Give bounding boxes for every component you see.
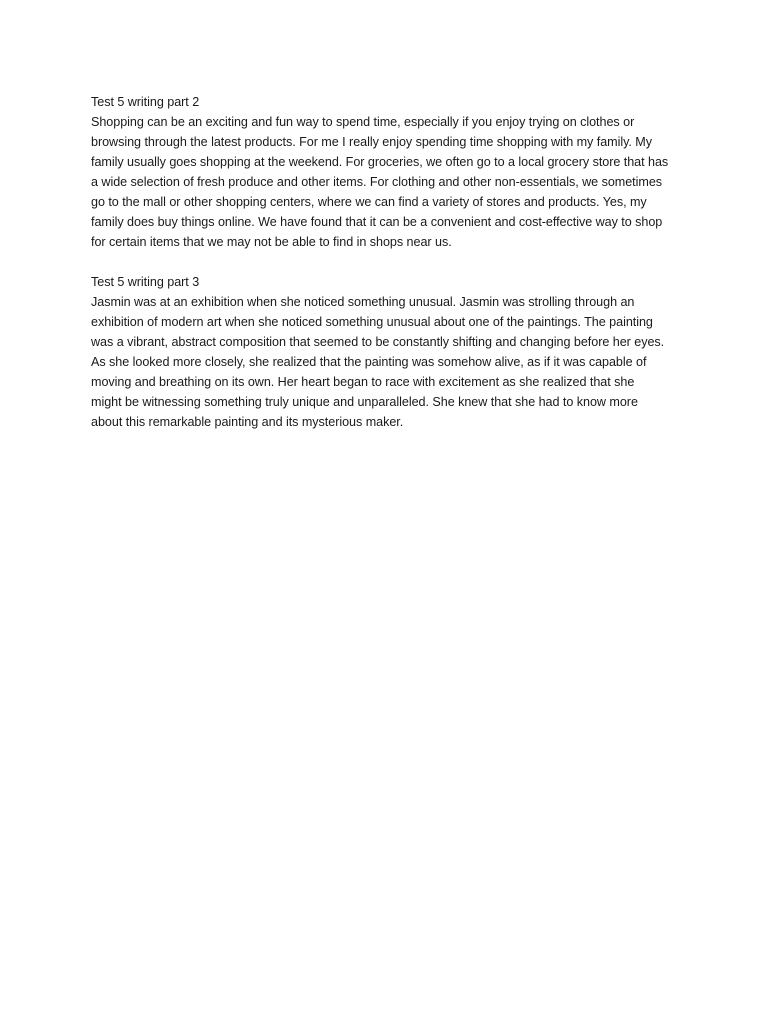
body-line: Shopping can be an exciting and fun way to spend time, especially if you enjoy trying on clothes or [91,115,635,129]
section-body [91,112,691,252]
body-line: family usually goes shopping at the weekend. For groceries, we often go to a local grocery store that has [91,155,669,169]
body-line: moving and breathing on its own. Her heart began to race with excitement as she realized that she [91,375,635,389]
section-title: Test 5 writing part 2 [91,95,200,109]
document-content [91,92,691,452]
body-line: might be witnessing something truly unique and unparalleled. She knew that she had to know more [91,395,638,409]
body-line: about this remarkable painting and its mysterious maker. [91,415,404,429]
body-line: family does buy things online. We have found that it can be a convenient and cost-effective way to shop [91,215,663,229]
section-title: Test 5 writing part 3 [91,275,200,289]
body-line: exhibition of modern art when she noticed something unusual about one of the paintings. The painting [91,315,653,329]
body-line: Jasmin was at an exhibition when she noticed something unusual. Jasmin was strolling through an [91,295,635,309]
body-line: go to the mall or other shopping centers, where we can find a variety of stores and products. Yes, my [91,195,647,209]
body-line: a wide selection of fresh produce and other items. For clothing and other non-essentials, we sometimes [91,175,663,189]
section-writing-part-2 [91,92,691,252]
body-line: for certain items that we may not be able to find in shops near us. [91,235,452,249]
body-line: browsing through the latest products. For me I really enjoy spending time shopping with my family. My [91,135,652,149]
body-line: As she looked more closely, she realized that the painting was somehow alive, as if it was capable of [91,355,647,369]
section-body [91,292,691,432]
body-line: was a vibrant, abstract composition that seemed to be constantly shifting and changing before her eyes. [91,335,665,349]
section-writing-part-3 [91,272,691,432]
